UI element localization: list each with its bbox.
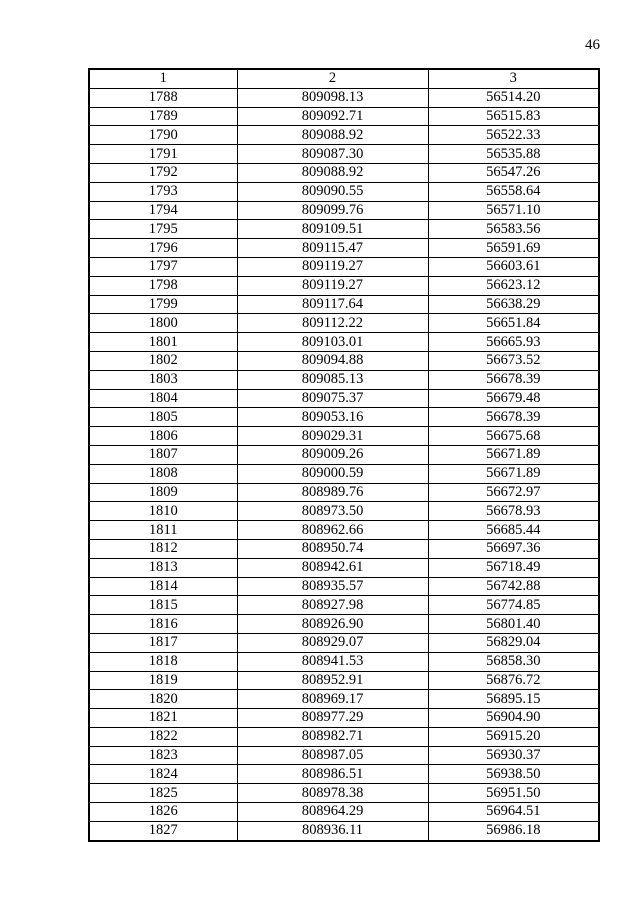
table-cell-col-2: 809112.22 bbox=[237, 314, 428, 333]
table-cell-col-2: 809088.92 bbox=[237, 126, 428, 145]
column-header-2: 2 bbox=[237, 69, 428, 88]
table-cell-col-2: 808941.53 bbox=[237, 652, 428, 671]
table-cell-col-1: 1810 bbox=[89, 502, 237, 521]
table-cell-col-3: 56591.69 bbox=[428, 239, 599, 258]
table-cell-col-2: 808982.71 bbox=[237, 727, 428, 746]
table-cell-col-1: 1792 bbox=[89, 163, 237, 182]
table-cell-col-2: 808978.38 bbox=[237, 784, 428, 803]
table-cell-col-1: 1821 bbox=[89, 709, 237, 728]
table-cell-col-3: 56651.84 bbox=[428, 314, 599, 333]
table-cell-col-3: 56671.89 bbox=[428, 445, 599, 464]
table-cell-col-2: 809092.71 bbox=[237, 107, 428, 126]
table-cell-col-2: 809088.92 bbox=[237, 163, 428, 182]
table-cell-col-2: 809053.16 bbox=[237, 408, 428, 427]
table-cell-col-2: 809099.76 bbox=[237, 201, 428, 220]
table-row bbox=[89, 220, 599, 239]
table-cell-col-2: 808987.05 bbox=[237, 746, 428, 765]
table-cell-col-2: 809075.37 bbox=[237, 389, 428, 408]
table-row bbox=[89, 351, 599, 370]
column-header-1: 1 bbox=[89, 69, 237, 88]
table-row bbox=[89, 201, 599, 220]
table-row bbox=[89, 464, 599, 483]
table-cell-col-1: 1809 bbox=[89, 483, 237, 502]
table-row bbox=[89, 803, 599, 822]
table-cell-col-3: 56964.51 bbox=[428, 803, 599, 822]
table-cell-col-2: 808964.29 bbox=[237, 803, 428, 822]
table-cell-col-2: 809094.88 bbox=[237, 351, 428, 370]
table-cell-col-2: 808986.51 bbox=[237, 765, 428, 784]
table-cell-col-3: 56678.93 bbox=[428, 502, 599, 521]
table-cell-col-2: 809109.51 bbox=[237, 220, 428, 239]
table-cell-col-3: 56675.68 bbox=[428, 427, 599, 446]
table-cell-col-3: 56829.04 bbox=[428, 633, 599, 652]
table-cell-col-1: 1800 bbox=[89, 314, 237, 333]
table-cell-col-1: 1819 bbox=[89, 671, 237, 690]
table-cell-col-3: 56774.85 bbox=[428, 596, 599, 615]
table-cell-col-1: 1788 bbox=[89, 88, 237, 107]
table-cell-col-2: 809098.13 bbox=[237, 88, 428, 107]
table-cell-col-2: 808977.29 bbox=[237, 709, 428, 728]
table-row bbox=[89, 182, 599, 201]
coordinates-table bbox=[88, 68, 600, 842]
table-cell-col-2: 809117.64 bbox=[237, 295, 428, 314]
table-cell-col-2: 809119.27 bbox=[237, 257, 428, 276]
table-cell-col-1: 1808 bbox=[89, 464, 237, 483]
table-row bbox=[89, 389, 599, 408]
table-row bbox=[89, 257, 599, 276]
table-row bbox=[89, 539, 599, 558]
table-cell-col-3: 56514.20 bbox=[428, 88, 599, 107]
table-cell-col-1: 1827 bbox=[89, 821, 237, 840]
table-cell-col-2: 809103.01 bbox=[237, 333, 428, 352]
table-cell-col-3: 56673.52 bbox=[428, 351, 599, 370]
table-row bbox=[89, 145, 599, 164]
table-cell-col-3: 56742.88 bbox=[428, 577, 599, 596]
table-cell-col-3: 56678.39 bbox=[428, 408, 599, 427]
table-cell-col-1: 1793 bbox=[89, 182, 237, 201]
table-cell-col-2: 809085.13 bbox=[237, 370, 428, 389]
table-row bbox=[89, 727, 599, 746]
table-cell-col-1: 1801 bbox=[89, 333, 237, 352]
table-cell-col-3: 56678.39 bbox=[428, 370, 599, 389]
table-row bbox=[89, 671, 599, 690]
table-cell-col-1: 1825 bbox=[89, 784, 237, 803]
table-cell-col-3: 56718.49 bbox=[428, 558, 599, 577]
table-cell-col-2: 808962.66 bbox=[237, 521, 428, 540]
table-cell-col-2: 809087.30 bbox=[237, 145, 428, 164]
table-cell-col-1: 1802 bbox=[89, 351, 237, 370]
table-row bbox=[89, 107, 599, 126]
table-row bbox=[89, 314, 599, 333]
table-cell-col-1: 1818 bbox=[89, 652, 237, 671]
table-cell-col-1: 1799 bbox=[89, 295, 237, 314]
table-cell-col-1: 1805 bbox=[89, 408, 237, 427]
table-cell-col-2: 808927.98 bbox=[237, 596, 428, 615]
table-row bbox=[89, 483, 599, 502]
table-cell-col-2: 809119.27 bbox=[237, 276, 428, 295]
table-row bbox=[89, 558, 599, 577]
table-cell-col-1: 1798 bbox=[89, 276, 237, 295]
table-cell-col-1: 1823 bbox=[89, 746, 237, 765]
table-cell-col-1: 1803 bbox=[89, 370, 237, 389]
table-cell-col-1: 1795 bbox=[89, 220, 237, 239]
table-cell-col-1: 1815 bbox=[89, 596, 237, 615]
table-cell-col-3: 56951.50 bbox=[428, 784, 599, 803]
table-cell-col-3: 56671.89 bbox=[428, 464, 599, 483]
table-cell-col-3: 56904.90 bbox=[428, 709, 599, 728]
table-row bbox=[89, 746, 599, 765]
table-cell-col-2: 808952.91 bbox=[237, 671, 428, 690]
table-cell-col-1: 1789 bbox=[89, 107, 237, 126]
table-cell-col-3: 56697.36 bbox=[428, 539, 599, 558]
table-row bbox=[89, 633, 599, 652]
table-cell-col-2: 809090.55 bbox=[237, 182, 428, 201]
table-header-row bbox=[89, 69, 599, 88]
table-cell-col-1: 1812 bbox=[89, 539, 237, 558]
table-cell-col-3: 56571.10 bbox=[428, 201, 599, 220]
table-row bbox=[89, 445, 599, 464]
table-row bbox=[89, 502, 599, 521]
table-body bbox=[89, 88, 599, 840]
table-cell-col-3: 56558.64 bbox=[428, 182, 599, 201]
table-row bbox=[89, 370, 599, 389]
table-row bbox=[89, 652, 599, 671]
table-cell-col-3: 56685.44 bbox=[428, 521, 599, 540]
table-cell-col-3: 56515.83 bbox=[428, 107, 599, 126]
table-cell-col-2: 808926.90 bbox=[237, 615, 428, 634]
table-cell-col-3: 56603.61 bbox=[428, 257, 599, 276]
table-cell-col-2: 809029.31 bbox=[237, 427, 428, 446]
table-cell-col-3: 56876.72 bbox=[428, 671, 599, 690]
table-cell-col-2: 808973.50 bbox=[237, 502, 428, 521]
table-cell-col-3: 56583.56 bbox=[428, 220, 599, 239]
table-cell-col-3: 56938.50 bbox=[428, 765, 599, 784]
table-row bbox=[89, 765, 599, 784]
table-cell-col-3: 56895.15 bbox=[428, 690, 599, 709]
table-row bbox=[89, 709, 599, 728]
table-row bbox=[89, 276, 599, 295]
table-row bbox=[89, 163, 599, 182]
table-cell-col-1: 1824 bbox=[89, 765, 237, 784]
table-row bbox=[89, 577, 599, 596]
table-cell-col-1: 1804 bbox=[89, 389, 237, 408]
table-row bbox=[89, 615, 599, 634]
table-cell-col-3: 56623.12 bbox=[428, 276, 599, 295]
table-row bbox=[89, 88, 599, 107]
table-cell-col-2: 808950.74 bbox=[237, 539, 428, 558]
table-row bbox=[89, 333, 599, 352]
page-number: 46 bbox=[585, 37, 600, 53]
table-row bbox=[89, 126, 599, 145]
table-cell-col-1: 1814 bbox=[89, 577, 237, 596]
table-cell-col-1: 1796 bbox=[89, 239, 237, 258]
table-cell-col-3: 56858.30 bbox=[428, 652, 599, 671]
table-cell-col-3: 56672.97 bbox=[428, 483, 599, 502]
column-header-3: 3 bbox=[428, 69, 599, 88]
table-cell-col-1: 1794 bbox=[89, 201, 237, 220]
table-cell-col-1: 1816 bbox=[89, 615, 237, 634]
table-cell-col-2: 808935.57 bbox=[237, 577, 428, 596]
table-cell-col-1: 1807 bbox=[89, 445, 237, 464]
table-row bbox=[89, 521, 599, 540]
table-cell-col-3: 56801.40 bbox=[428, 615, 599, 634]
table-cell-col-2: 808989.76 bbox=[237, 483, 428, 502]
table-row bbox=[89, 690, 599, 709]
table-cell-col-1: 1826 bbox=[89, 803, 237, 822]
table-cell-col-2: 809115.47 bbox=[237, 239, 428, 258]
table-row bbox=[89, 784, 599, 803]
table-cell-col-3: 56638.29 bbox=[428, 295, 599, 314]
table-cell-col-1: 1817 bbox=[89, 633, 237, 652]
table-cell-col-2: 808942.61 bbox=[237, 558, 428, 577]
table-cell-col-1: 1791 bbox=[89, 145, 237, 164]
table-cell-col-3: 56679.48 bbox=[428, 389, 599, 408]
table-cell-col-1: 1790 bbox=[89, 126, 237, 145]
table-cell-col-1: 1822 bbox=[89, 727, 237, 746]
table-cell-col-3: 56930.37 bbox=[428, 746, 599, 765]
table-row bbox=[89, 295, 599, 314]
table-cell-col-3: 56547.26 bbox=[428, 163, 599, 182]
table-cell-col-2: 809009.26 bbox=[237, 445, 428, 464]
table-cell-col-2: 808929.07 bbox=[237, 633, 428, 652]
table-row bbox=[89, 239, 599, 258]
table-cell-col-1: 1811 bbox=[89, 521, 237, 540]
table-cell-col-1: 1806 bbox=[89, 427, 237, 446]
table-cell-col-2: 808936.11 bbox=[237, 821, 428, 840]
table-row bbox=[89, 596, 599, 615]
table-cell-col-2: 808969.17 bbox=[237, 690, 428, 709]
table-cell-col-3: 56535.88 bbox=[428, 145, 599, 164]
table-row bbox=[89, 427, 599, 446]
table-cell-col-3: 56665.93 bbox=[428, 333, 599, 352]
table-cell-col-1: 1797 bbox=[89, 257, 237, 276]
table-row bbox=[89, 821, 599, 840]
table-cell-col-3: 56986.18 bbox=[428, 821, 599, 840]
table-cell-col-2: 809000.59 bbox=[237, 464, 428, 483]
table-cell-col-1: 1813 bbox=[89, 558, 237, 577]
table-cell-col-3: 56915.20 bbox=[428, 727, 599, 746]
table-cell-col-1: 1820 bbox=[89, 690, 237, 709]
table-cell-col-3: 56522.33 bbox=[428, 126, 599, 145]
table-row bbox=[89, 408, 599, 427]
